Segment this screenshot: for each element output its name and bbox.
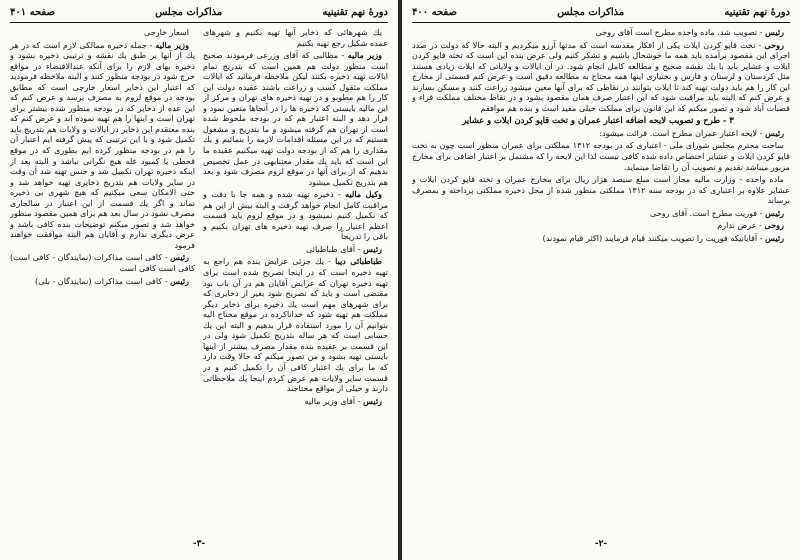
speaker-name: رئیس — [765, 232, 784, 243]
left-session-label: دورهٔ نهم تقنینیه — [322, 7, 388, 18]
speaker-separator: - — [146, 39, 156, 50]
right-title: مذاکرات مجلس — [557, 7, 625, 18]
speaker-paragraph — [412, 220, 790, 231]
speaker-paragraph — [412, 208, 790, 219]
right-page-header — [412, 6, 790, 23]
left-columns — [10, 27, 388, 535]
speaker-paragraph — [203, 50, 388, 187]
left-page-header — [10, 6, 388, 23]
speaker-paragraph — [412, 128, 790, 139]
right-page-number: -۲- — [594, 539, 608, 549]
right-session-label: دورهٔ نهم تقنینیه — [724, 7, 790, 18]
speaker-name: رئیس — [765, 27, 784, 37]
speaker-paragraph — [203, 244, 388, 255]
left-column-a — [203, 27, 388, 535]
speech-text: کافی است مذاکرات (نمایندگان - بلی) — [35, 275, 163, 286]
speech-text: آقای طباطبائی — [305, 243, 356, 254]
speaker-name: رئیس — [363, 243, 382, 254]
speaker-paragraph — [10, 40, 195, 251]
speaker-separator: - — [162, 275, 171, 286]
right-column — [412, 27, 790, 245]
body-paragraph: یك شهرهائی که ذخایر آنها تهیه بکنیم و شهرهای عمده شکیل رجع تهیه بکنیم — [203, 27, 388, 48]
speaker-paragraph — [412, 233, 790, 244]
speaker-separator: - — [355, 395, 364, 406]
speech-text: تخت قاپو کردن ایلات یکی از افکار مقدسه است که مدتها آرزو میکردیم و البته حالا که دولت در صدد اجرای این مقصود برآمده باید همه ما خوشحال باشیم و تشکر کنیم ولی عرض بنده این است که تخته قاپو کردن ایلات و عشایر باید با یك نقشه صحیح و مطالعه کامل انجام شود. در آن ایالات و ولایاتی که ایلات زیادی هستند مثل کردستان و لرستان و فارس و بختیاری اینها همه محتاج به مطالعه دقیق است و عرض کنم قسمتی از مخارج این کار را هم باید دولت تهیه کند تا ایلات بتوانند در نقاطی که برای آنها معین میشود زراعت کنند و مسکن بسازند و عرض کنم که البته باید مراقبت شود که این اعتبار صرف همان مقصود بشود و در نقاط مختلف مملکت قراء و قصبات آباد شود و تصور میکنم که این قانون برای مملکت خیلی مفید است و بنده هم موافقم — [412, 39, 790, 113]
speaker-separator: - — [757, 232, 766, 243]
left-column-b — [10, 27, 195, 535]
speaker-paragraph — [203, 396, 388, 407]
left-page-label: صفحه ۴۰۱ — [10, 7, 55, 18]
speaker-paragraph — [203, 189, 388, 242]
speaker-separator: - — [757, 27, 766, 37]
speaker-separator: - — [333, 189, 346, 200]
speaker-name: وزیر مالیه — [155, 39, 189, 50]
speaker-paragraph — [412, 40, 790, 114]
speech-text: کافی است مذاکرات (نمایندگان - کافی است) کافی است کافی است — [10, 252, 195, 274]
speaker-name: رئیس — [170, 252, 190, 263]
speech-text: یك جزئی عرایض بنده هم راجع به تهیه ذخیره است که در اینجا تصریح شده است برای تهیه ذخیره تهران که عرایض آقایان هم در آن باب بود مقتضی است و باید که تصریح شود بغیر از ذخایری که برای شهرهای مهم است یك ذخیره برای ذخایر دیگر مملکت هم تهیه شود که خداناکرده در موقع محتاج الیه بتوانیم آن را مورد استفاده قرار بدهیم و البته این یك حسابی است که هر ساله بتدریج تکمیل شود ولی در این قسمت بر عقیده بنده مقدار مصرف بیشتر از اینها بایستی تهیه بشود و من تصور میکنم که حالا وقت دارد که ما برای یك اعتبار کافی آن را تکمیل کنیم و در قسمت سایر ولایات هم عرض کردم اینجا یك ملاحظاتی دارند و خیلی از مواقع محتاجند — [203, 256, 388, 394]
speaker-paragraph — [10, 252, 195, 273]
speaker-name: وزیر مالیه — [347, 50, 383, 61]
speaker-separator: - — [756, 220, 765, 231]
body-paragraph: اسعار خارجی — [143, 27, 189, 37]
speech-text: جمله ذخیره ممالکی لازم است که در هر یك از آنها بر طبق یك نقشه و ترتیبی ذخیره بشود و ذخیره بهای لازم را برای آنکه عندالاقتضاء در مواقع خرج شود در بودجه منظور کنند و البته ملاحظه فرمودید که اعتبار این ذخایر اسعار خارجی است که مطابق بودجه در موقع لزوم به مصرف برسد و عرض کنم که این عده از ذخایر که در بودجه منظور شده بیشتر برای تهران است و اینها را هم تهیه نموده اند و عرض کنم که بنده معتقدم این ذخایر در ایالات و ولایات هم بتدریج باید تکمیل شود و با این ترتیبی که پیش گرفته ایم اعتبار آن را هم در بودجه منظور کرده ایم بطوری که در موقع قحطی یا کمبود غله هیچ نگرانی نباشد و البته بعد از اینکه ذخیره تهران تکمیل شد و جنس تهیه شد آن وقت در سایر ولایات هم بتدریج ذخایری تهیه خواهد شد و حتی الامکان سعی میکنیم که هیچ شهری بی ذخیره نماند و اگر یك قسمت از این اعتبار در سالجاری مصرف نشود در سال بعد هم برای همین مقصود منظور خواهد شد و تصور میکنم توضیحات بنده کافی باشد و عرض دیگری ندارم و آقایان هم البته موافقت خواهند فرمود — [10, 39, 195, 250]
speaker-paragraph — [203, 256, 388, 393]
speaker-name: روحی — [764, 39, 784, 50]
speaker-name: رئیس — [363, 395, 382, 406]
speaker-separator: - — [355, 243, 364, 254]
speech-text: آقایانیکه فوریت را تصویب میکنند قیام فرمایند (اکثر قیام نمودند) — [542, 232, 758, 243]
speaker-paragraph — [10, 276, 195, 287]
speaker-name: طباطبائی دیبا — [335, 256, 382, 267]
speech-text: ذخیره تهیه شده و همه جا با دقت و مراقبت کامل انجام خواهد گرفت و البته بیش از این هم که تکمیل کنیم نمیشود و در موقع لزوم باید قسمت اعظم اعتبار را صرف تهیه ذخیره های تهران بکنیم و باقی را تدریجاً — [203, 189, 388, 242]
speaker-name: روحی — [764, 220, 784, 231]
left-page — [0, 0, 398, 560]
left-title: مذاکرات مجلس — [155, 7, 223, 18]
speaker-paragraph — [412, 27, 790, 38]
speaker-name: وکیل مالیه — [345, 189, 383, 200]
right-page — [402, 0, 800, 560]
section-heading: ۳ - طرح و تصویب لایحه اضافه اعتبار عمران و تخت قاپو کردن ایلات و عشایر — [462, 115, 734, 126]
speech-text: تصویب شد. ماده واحده مطرح است آقای روحی — [595, 27, 758, 37]
speaker-separator: - — [338, 50, 348, 61]
speaker-separator: - — [324, 256, 336, 267]
speech-text: فوریت مطرح است. آقای روحی — [650, 207, 758, 218]
speaker-separator: - — [755, 39, 765, 50]
speaker-name: رئیس — [170, 275, 189, 286]
speech-text: لایحه اعتبار عمران مطرح است. قرائت میشود: — [599, 127, 758, 138]
left-page-number: -۳- — [192, 539, 206, 549]
speaker-separator: - — [757, 127, 766, 138]
right-page-label: صفحه ۴۰۰ — [412, 7, 457, 18]
speech-text: آقای وزیر مالیه — [304, 395, 356, 406]
speaker-name: رئیس — [765, 207, 784, 218]
body-paragraph: ماده واحده - وزارت مالیه مجاز است مبلغ سیصد هزار ریال برای مخارج عمران و تخته قاپو کردن ایلات و عشایر علاوه بر اعتباری که در بودجه سنه ۱۳۱۲ مملکتی منظور شده از محل ذخیره مملکتی پرداخته و بمصرف برساند — [412, 174, 790, 206]
speaker-separator: - — [757, 207, 766, 218]
speaker-separator: - — [162, 252, 171, 263]
speaker-name: رئیس — [765, 127, 784, 138]
speech-text: مطالبی که آقای وزرعی فرمودند صحیح است منظور دولت هم همین است که بتدریج تمام ایالات تهیه ذخیره بکنند لیکن ملاحظه فرمائید که ایالات مملکت مثقول کسب و زراعت باشند عقیده دولت این کار را هم مطوبو و در تهیه ذخیره های تهران و مرکز از این مالیه بایستی که ذخیره ها را در آنجاها متعین نمود و قرار دهد و البته اعتبار هم که در بودجه ملحوظ شده است از تهران هم گرفته میشود و ما بتدریج و مشغول هستیم که در این مسئله اقدامات لازمه را بنمائیم و یك مقداری را هم که از بودجه دولت تهیه میکنیم عقیده ما این است که باید یك مقدار معتنابهی در عمل تخصیص بدهیم که از برای آنها در موقع لزوم مصرف شود و بعد هم بتدریج تکمیل میشود — [203, 50, 388, 187]
right-columns — [412, 27, 790, 535]
body-paragraph: ساحت محترم مجلس شورای ملی - اعتباری که در بودجه ۱۳۱۲ مملکتی برای عمران منظور است چون به تخت قاپو کردن ایلات و عشایر اختصاص داده شده کافی نیست لذا این لایحه را که مشتمل بر اعتبار اضافی برای مخارج مزبور میباشد تقدیم و تصویب آن را تقاضا مینماید. — [412, 140, 790, 172]
speech-text: عرض ندارم — [717, 220, 757, 231]
